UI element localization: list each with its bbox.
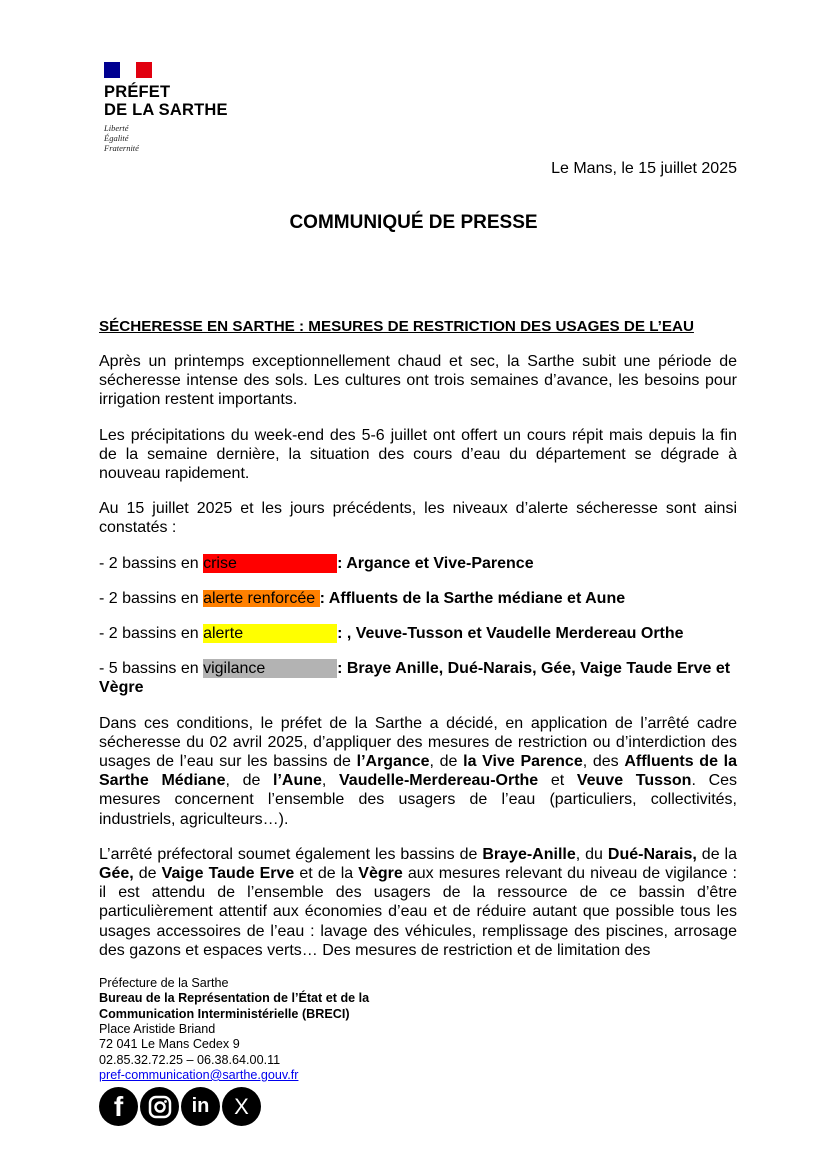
social-icons [99,1087,737,1166]
paragraph-5: L’arrêté préfectoral soumet également les bassins de Braye-Anille, du Dué-Narais, de la Gée, de Vaige Taude Erve et de la Vègre aux mesures relevant du niveau de vigilance : il est attendu de l’ensemble des usagers de la ressource de ce bassin d’être particulièrement attentif aux économies d’eau et de réduire autant que possible tous les usages accessoires de l’eau : lavage des véhicules, remplissage des piscines, arrosage des gazons et espaces verts… Des mesures de restriction et de limitation des [99,845,738,959]
logo-motto [104,123,228,153]
footer-contact [99,976,737,1083]
footer-org: Préfecture de la Sarthe [99,976,229,991]
email-link[interactable]: pref-communication@sarthe.gouv.fr [99,1067,299,1082]
motto-line: Fraternité [104,143,139,153]
footer-phones: 02.85.32.72.25 – 06.38.64.00.11 [99,1052,281,1067]
logo-title [104,83,228,119]
alert-level-item: - 5 bassins en vigilance : Braye Anille, Dué-Narais, Gée, Vaige Taude Erve et Vègre [99,660,731,697]
instagram-icon[interactable] [140,1087,179,1126]
alert-level-item: - 2 bassins en alerte renforcée : Affluents de la Sarthe médiane et Aune [99,589,626,607]
paragraph-2: Les précipitations du week-end des 5-6 juillet ont offert un cours répit mais depuis la fin de la semaine dernière, la situation des cours d’eau du département se dégrade à nouveau rapidement. [99,426,737,483]
paragraph-4: Dans ces conditions, le préfet de la Sarthe a décidé, en application de l’arrêté cadre sécheresse du 02 avril 2025, d’appliquer des mesures de restriction ou d’interdiction des usages de l’eau sur les bassins de l’Argance, de la Vive Parence, des Affluents de la Sarthe Médiane, de l’Aune, Vaudelle-Merdereau-Orthe et Veuve Tusson. Ces mesures concernent l’ensemble des usagers de l’eau (particuliers, collectivités, industriels, agriculteurs…). [99,714,738,828]
footer-bureau: Bureau de la Représentation de l’État et de la [99,991,370,1006]
alert-level-item: - 2 bassins en crise : Argance et Vive-Parence [99,554,534,572]
facebook-icon[interactable]: f [99,1087,138,1126]
level-crise: crise [203,554,337,573]
section-heading: SÉCHERESSE EN SARTHE : MESURES DE RESTRICTION DES USAGES DE L’EAU [99,318,694,335]
paragraph-1: Après un printemps exceptionnellement chaud et sec, la Sarthe subit une période de sécheresse intense des sols. Les cultures ont trois semaines d’avance, les besoins pour irrigation restent importants. [99,353,737,409]
x-icon[interactable]: X [222,1087,261,1126]
level-alerte: alerte [203,624,337,643]
motto-line: Liberté [104,123,129,133]
footer-address: 72 041 Le Mans Cedex 9 [99,1037,240,1052]
prefecture-logo [104,62,228,153]
footer-address: Place Aristide Briand [99,1021,216,1036]
logo-line-2: DE LA SARTHE [104,101,228,119]
footer-bureau: Communication Interministérielle (BRECI) [99,1006,350,1021]
level-alerte-renforcee: alerte renforcée [203,589,320,607]
date: Le Mans, le 15 juillet 2025 [551,160,737,177]
motto-line: Égalité [104,133,129,143]
document-title: COMMUNIQUÉ DE PRESSE [289,212,538,233]
document-body [99,352,737,1166]
linkedin-icon[interactable]: in [181,1087,220,1126]
logo-line-1: PRÉFET [104,83,171,101]
alert-level-item: - 2 bassins en alerte : , Veuve-Tusson et Vaudelle Merdereau Orthe [99,625,684,643]
paragraph-3: Au 15 juillet 2025 et les jours précédents, les niveaux d’alerte sécheresse sont ainsi constatés : [99,500,737,537]
marianne-flag-icon [104,62,152,78]
level-vigilance: vigilance [203,659,337,678]
